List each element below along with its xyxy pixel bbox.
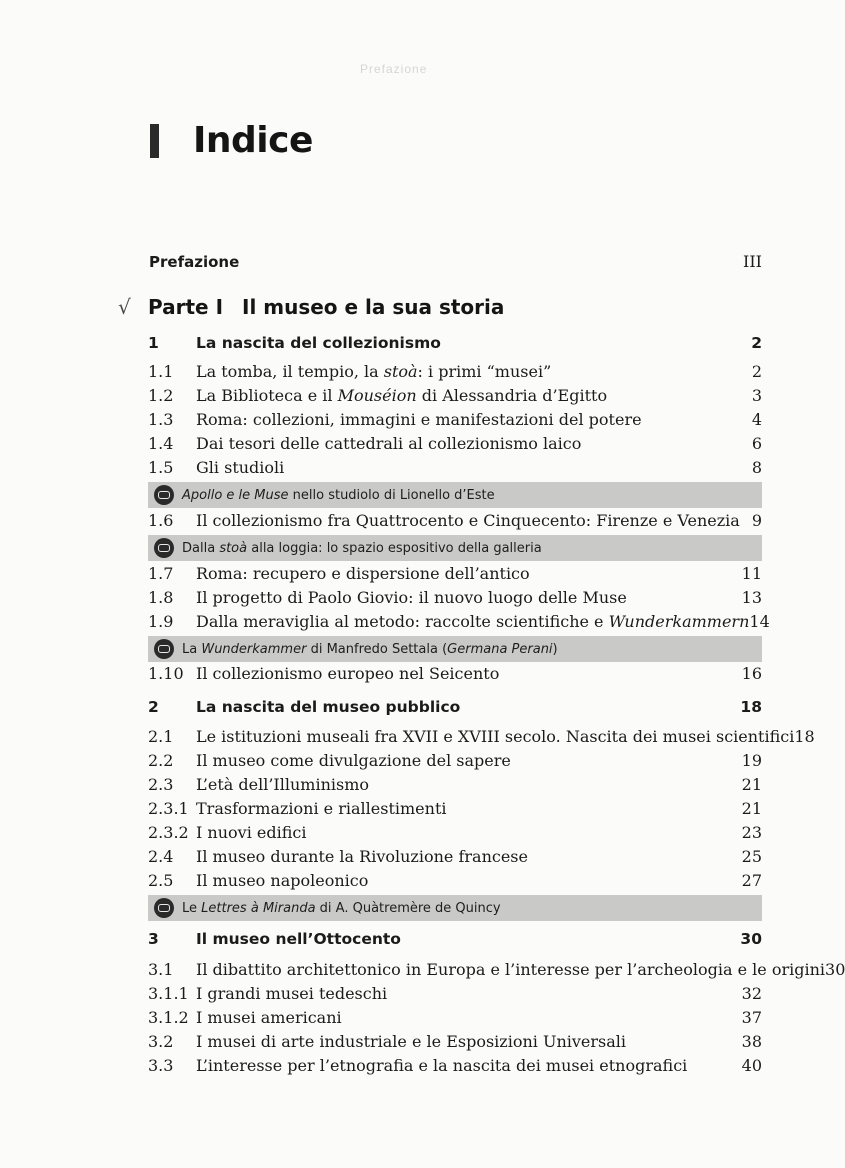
eye-icon bbox=[154, 485, 174, 505]
section-entry bbox=[148, 775, 762, 801]
entry-page-number: 30 bbox=[740, 930, 762, 948]
entry-title: Trasformazioni e riallestimenti bbox=[196, 799, 447, 818]
entry-page-number: 37 bbox=[741, 1008, 762, 1027]
section-entry bbox=[148, 823, 762, 849]
entry-title: I nuovi edifici bbox=[196, 823, 307, 842]
entry-number: 3.3 bbox=[148, 1056, 174, 1075]
entry-page-number: 13 bbox=[741, 588, 762, 607]
entry-number: 1.6 bbox=[148, 511, 174, 530]
entry-page-number: 32 bbox=[741, 984, 762, 1003]
preface-page: III bbox=[743, 252, 762, 271]
section-entry bbox=[148, 612, 770, 638]
entry-number: 2.3.1 bbox=[148, 799, 189, 818]
section-entry bbox=[148, 751, 762, 777]
eye-icon bbox=[154, 639, 174, 659]
entry-title: Il museo come divulgazione del sapere bbox=[196, 751, 511, 770]
preface-label: Prefazione bbox=[149, 253, 240, 271]
entry-page-number: 19 bbox=[741, 751, 762, 770]
entry-page-number: 21 bbox=[741, 799, 762, 818]
entry-title: Roma: collezioni, immagini e manifestazioni del potere bbox=[196, 410, 642, 429]
entry-number: 1.1 bbox=[148, 362, 174, 381]
section-entry bbox=[148, 1056, 762, 1082]
section-entry bbox=[148, 984, 762, 1010]
entry-title: L’età dell’Illuminismo bbox=[196, 775, 370, 794]
eye-icon bbox=[154, 538, 174, 558]
entry-number: 3.1.2 bbox=[148, 1008, 189, 1027]
entry-title: Il collezionismo fra Quattrocento e Cinquecento: Firenze e Venezia bbox=[196, 511, 740, 530]
entry-page-number: 11 bbox=[741, 564, 762, 583]
feature-box bbox=[148, 636, 762, 662]
feature-box-text: Dalla stoà alla loggia: lo spazio espositivo della galleria bbox=[182, 540, 542, 556]
entry-number: 3 bbox=[148, 930, 159, 948]
section-entry bbox=[148, 458, 762, 484]
entry-page-number: 9 bbox=[751, 511, 762, 530]
section-entry bbox=[148, 1032, 762, 1058]
entry-title: I musei di arte industriale e le Esposizioni Universali bbox=[196, 1032, 627, 1051]
entry-number: 2.1 bbox=[148, 727, 174, 746]
entry-page-number: 38 bbox=[741, 1032, 762, 1051]
entry-title: I musei americani bbox=[196, 1008, 342, 1027]
entry-title: Roma: recupero e dispersione dell’antico bbox=[196, 564, 530, 583]
feature-box-text: La Wunderkammer di Manfredo Settala (Germana Perani) bbox=[182, 641, 558, 657]
section-entry bbox=[148, 847, 762, 873]
section-entry bbox=[148, 564, 762, 590]
feature-box bbox=[148, 895, 762, 921]
section-entry bbox=[148, 727, 815, 753]
title-block bbox=[150, 120, 313, 161]
preface-entry bbox=[149, 252, 762, 271]
entry-title: La nascita del museo pubblico bbox=[196, 698, 461, 716]
entry-title: Il collezionismo europeo nel Seicento bbox=[196, 664, 500, 683]
page-title: Indice bbox=[193, 120, 313, 161]
feature-box bbox=[148, 482, 762, 508]
section-entry bbox=[148, 588, 762, 614]
entry-number: 3.1.1 bbox=[148, 984, 189, 1003]
entry-title: Le istituzioni museali fra XVII e XVIII secolo. Nascita dei musei scientifici bbox=[196, 727, 795, 746]
section-entry bbox=[148, 362, 762, 388]
handwritten-check-mark: √ bbox=[118, 295, 131, 319]
entry-page-number: 30 bbox=[825, 960, 845, 979]
part-label: Parte I bbox=[148, 295, 224, 319]
entry-page-number: 2 bbox=[751, 362, 762, 381]
entry-number: 1 bbox=[148, 334, 159, 352]
entry-number: 3.1 bbox=[148, 960, 174, 979]
entry-number: 2.3 bbox=[148, 775, 174, 794]
entry-title: Il museo durante la Rivoluzione francese bbox=[196, 847, 528, 866]
entry-number: 1.3 bbox=[148, 410, 174, 429]
entry-page-number: 27 bbox=[741, 871, 762, 890]
entry-number: 1.4 bbox=[148, 434, 174, 453]
entry-number: 2.4 bbox=[148, 847, 174, 866]
entry-number: 2.3.2 bbox=[148, 823, 189, 842]
entry-number: 1.10 bbox=[148, 664, 184, 683]
bleed-through-header: Prefazione bbox=[360, 62, 428, 76]
entry-title: La tomba, il tempio, la stoà: i primi “musei” bbox=[196, 362, 552, 381]
entry-number: 1.9 bbox=[148, 612, 174, 631]
entry-number: 1.2 bbox=[148, 386, 174, 405]
section-entry bbox=[148, 871, 762, 897]
section-entry bbox=[148, 960, 845, 986]
entry-number: 2.2 bbox=[148, 751, 174, 770]
entry-page-number: 18 bbox=[794, 727, 815, 746]
feature-box-text: Le Lettres à Miranda di A. Quàtremère de Quincy bbox=[182, 900, 501, 916]
section-entry bbox=[148, 511, 762, 537]
entry-title: I grandi musei tedeschi bbox=[196, 984, 388, 1003]
entry-page-number: 14 bbox=[749, 612, 770, 631]
chapter-entry bbox=[148, 930, 762, 956]
entry-title: L’interesse per l’etnografia e la nascita dei musei etnografici bbox=[196, 1056, 688, 1075]
entry-page-number: 25 bbox=[741, 847, 762, 866]
entry-page-number: 3 bbox=[751, 386, 762, 405]
section-entry bbox=[148, 434, 762, 460]
part-heading bbox=[118, 295, 504, 319]
entry-page-number: 6 bbox=[751, 434, 762, 453]
entry-number: 1.8 bbox=[148, 588, 174, 607]
entry-title: Il museo napoleonico bbox=[196, 871, 369, 890]
entry-page-number: 16 bbox=[741, 664, 762, 683]
section-entry bbox=[148, 1008, 762, 1034]
entry-title: Gli studioli bbox=[196, 458, 285, 477]
entry-title: Il progetto di Paolo Giovio: il nuovo luogo delle Muse bbox=[196, 588, 627, 607]
entry-page-number: 8 bbox=[751, 458, 762, 477]
entry-page-number: 23 bbox=[741, 823, 762, 842]
entry-page-number: 18 bbox=[740, 698, 762, 716]
entry-number: 3.2 bbox=[148, 1032, 174, 1051]
entry-page-number: 21 bbox=[741, 775, 762, 794]
entry-title: La nascita del collezionismo bbox=[196, 334, 441, 352]
section-entry bbox=[148, 664, 762, 690]
entry-title: Dai tesori delle cattedrali al collezionismo laico bbox=[196, 434, 582, 453]
feature-box bbox=[148, 535, 762, 561]
title-marker-bar bbox=[150, 124, 159, 158]
section-entry bbox=[148, 799, 762, 825]
entry-page-number: 4 bbox=[751, 410, 762, 429]
chapter-entry bbox=[148, 698, 762, 724]
entry-title: Dalla meraviglia al metodo: raccolte scientifiche e Wunderkammern bbox=[196, 612, 750, 631]
entry-page-number: 2 bbox=[751, 334, 762, 352]
eye-icon bbox=[154, 898, 174, 918]
entry-page-number: 40 bbox=[741, 1056, 762, 1075]
feature-box-text: Apollo e le Muse nello studiolo di Lionello d’Este bbox=[182, 487, 495, 503]
section-entry bbox=[148, 386, 762, 412]
entry-number: 1.7 bbox=[148, 564, 174, 583]
section-entry bbox=[148, 410, 762, 436]
entry-number: 2 bbox=[148, 698, 159, 716]
entry-number: 1.5 bbox=[148, 458, 174, 477]
chapter-entry bbox=[148, 334, 762, 360]
entry-title: Il dibattito architettonico in Europa e l’interesse per l’archeologia e le origini bbox=[196, 960, 826, 979]
entry-number: 2.5 bbox=[148, 871, 174, 890]
part-title: Il museo e la sua storia bbox=[242, 295, 505, 319]
entry-title: Il museo nell’Ottocento bbox=[196, 930, 401, 948]
entry-title: La Biblioteca e il Mouséion di Alessandria d’Egitto bbox=[196, 386, 608, 405]
